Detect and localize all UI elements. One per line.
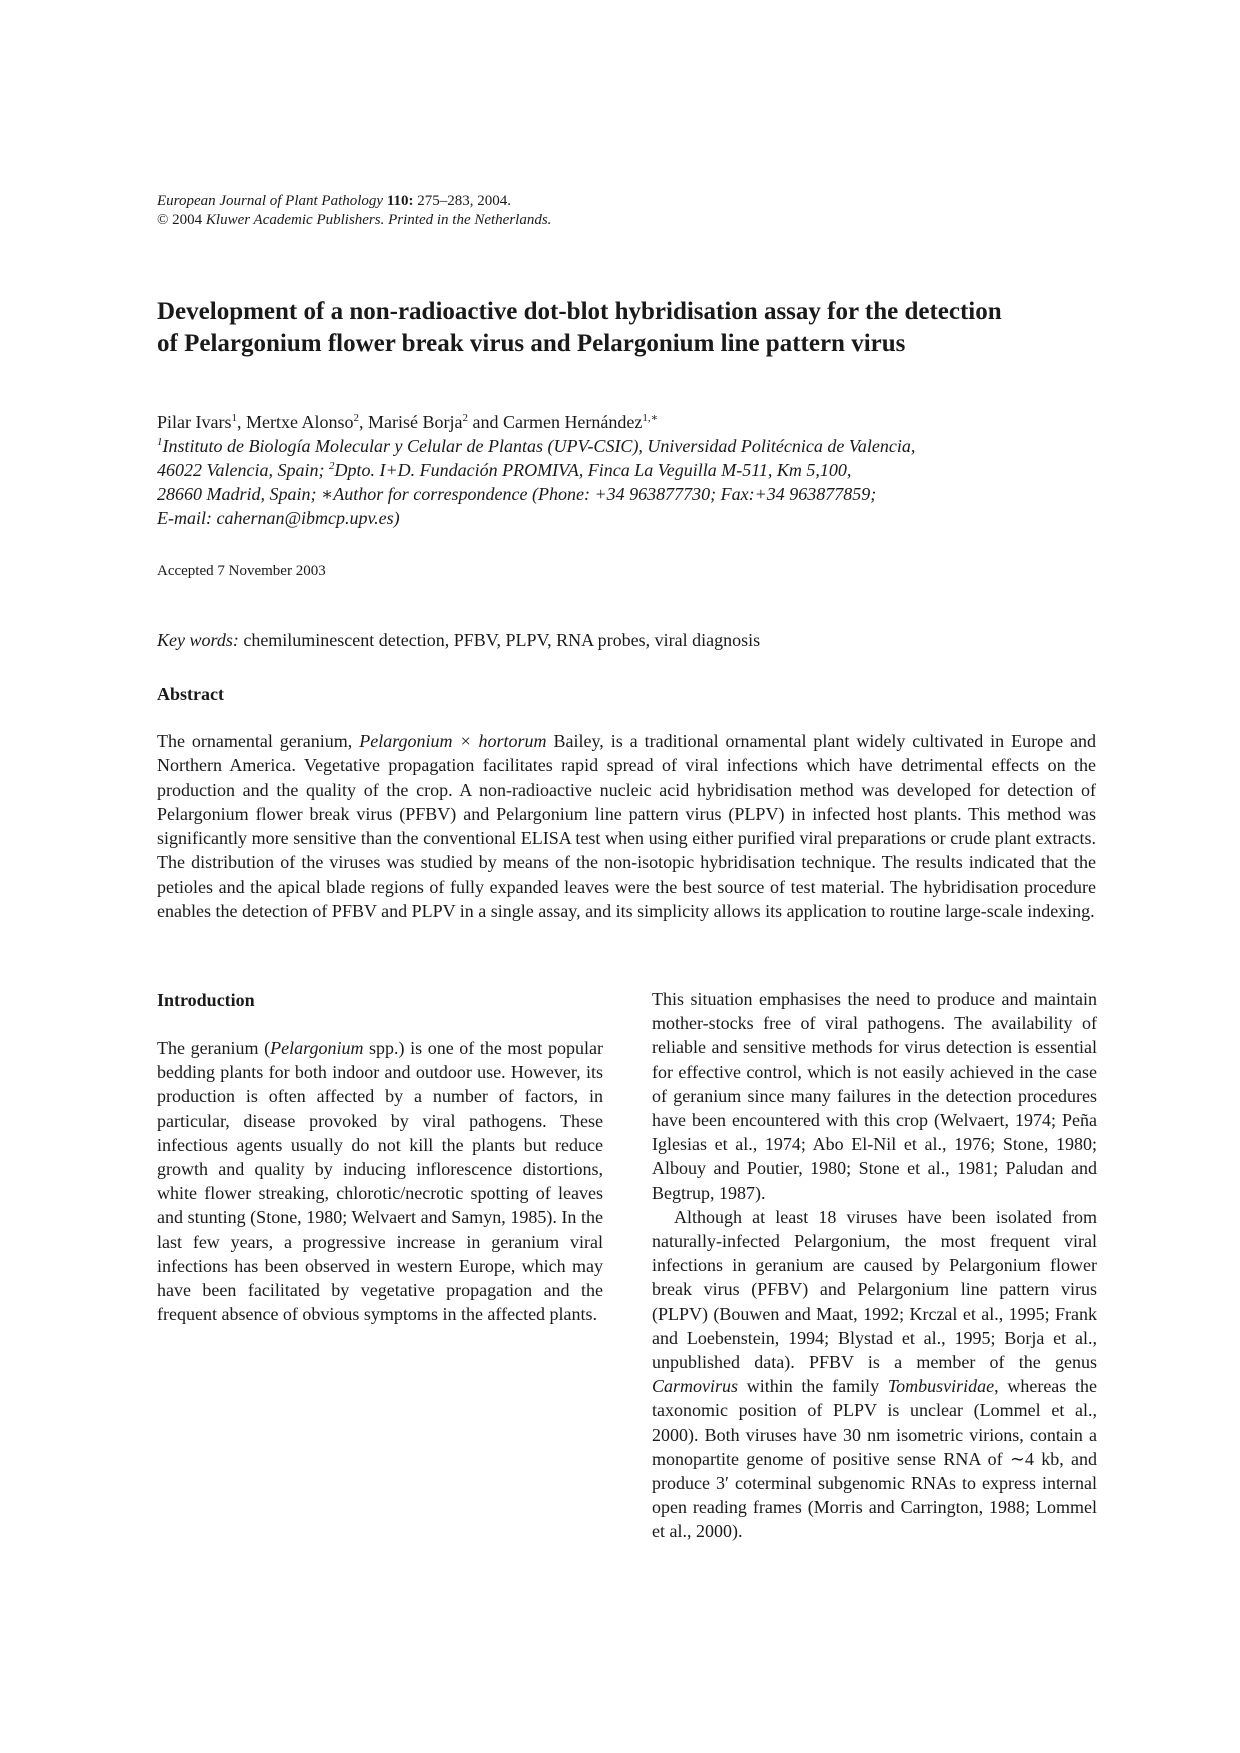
affiliations bbox=[157, 434, 1117, 530]
affiliation-2-text: Dpto. I+D. Fundación PROMIVA, Finca La Veguilla M-511, Km 5,100, bbox=[334, 460, 852, 480]
keywords bbox=[157, 628, 760, 652]
intro-column-left bbox=[157, 1036, 603, 1326]
title-line-2: of Pelargonium flower break virus and Pelargonium line pattern virus bbox=[157, 330, 906, 357]
author-2: , Mertxe Alonso bbox=[236, 412, 354, 432]
journal-volume: 110: bbox=[386, 193, 414, 209]
journal-pages: 275–283, 2004. bbox=[413, 193, 512, 209]
author-1: Pilar Ivars bbox=[157, 412, 232, 432]
affiliation-1-mark: 1 bbox=[157, 436, 163, 448]
affiliation-line-3: 28660 Madrid, Spain; ∗Author for correspondence (Phone: +34 963877730; Fax:+34 963877859; bbox=[157, 484, 877, 504]
abstract-species: Pelargonium × hortorum bbox=[359, 731, 547, 751]
intro-p2-part-3: , whereas the taxonomic position of PLPV is unclear (Lommel et al., 2000). Both viruses have 30 nm isometric virions, contain a monopartite genome of positive sense RNA of ∼4 kb, and produce 3′ coterminal subgenomic RNAs to express internal open reading frames (Morris and Carrington, 1988; Lommel et al., 2000). bbox=[652, 1376, 1097, 1542]
intro-p1-part-1: The geranium ( bbox=[157, 1038, 271, 1058]
paper-title bbox=[157, 296, 1097, 360]
journal-name: European Journal of Plant Pathology bbox=[157, 193, 384, 209]
accepted-date: Accepted 7 November 2003 bbox=[157, 563, 326, 579]
intro-p1-part-2: spp.) is one of the most popular bedding plants for both indoor and outdoor use. However, its production is often affected by a number of factors, in particular, disease provoked by viral pathogens. These infectious agents usually do not kill the plants but reduce growth and quality by inducing inflorescence distortions, white flower streaking, chlorotic/necrotic spotting of leaves and stunting (Stone, 1980; Welvaert and Samyn, 1985). In the last few years, a progressive increase in geranium viral infections has been observed in western Europe, which may have been facilitated by vegetative propagation and the frequent absence of obvious symptoms in the affected plants. bbox=[157, 1038, 603, 1325]
copyright-publisher: Kluwer Academic Publishers. Printed in the Netherlands. bbox=[205, 212, 552, 228]
author-4: and Carmen Hernández bbox=[467, 412, 643, 432]
affiliation-line-1 bbox=[157, 434, 1117, 458]
affiliation-1-city: 46022 Valencia, Spain; bbox=[157, 460, 329, 480]
author-list bbox=[157, 410, 1107, 434]
title-line-1: Development of a non-radioactive dot-blot hybridisation assay for the detection bbox=[157, 298, 1002, 325]
affiliation-1-text: Instituto de Biología Molecular y Celular de Plantas (UPV-CSIC), Universidad Politécnica de Valencia, bbox=[162, 436, 916, 456]
copyright-year: © 2004 bbox=[157, 212, 206, 228]
abstract-part-2: Bailey, is a traditional ornamental plant widely cultivated in Europe and Northern America. Vegetative propagation facilitates rapid spread of viral infections which have detrimental effects on the production and the quality of the crop. A non-radioactive nucleic acid hybridisation method was developed for detection of Pelargonium flower break virus (PFBV) and Pelargonium line pattern virus (PLPV) in infected host plants. This method was significantly more sensitive than the conventional ELISA test when using either purified viral preparations or crude plant extracts. The distribution of the viruses was studied by means of the non-isotopic hybridisation technique. The results indicated that the petioles and the apical blade regions of fully expanded leaves were the best source of test material. The hybridisation procedure enables the detection of PFBV and PLPV in a single assay, and its simplicity allows its application to routine large-scale indexing. bbox=[157, 731, 1096, 922]
correspondence-email: E-mail: cahernan@ibmcp.upv.es) bbox=[157, 508, 400, 528]
intro-paragraph-1-continued: This situation emphasises the need to produce and maintain mother-stocks free of viral pathogens. The availability of reliable and sensitive methods for virus detection is essential for effective control, which is not easily achieved in the case of geranium since many failures in the detection procedures have been encountered with this crop (Welvaert, 1974; Peña Iglesias et al., 1974; Abo El-Nil et al., 1976; Stone, 1980; Albouy and Poutier, 1980; Stone et al., 1981; Paludan and Begtrup, 1987). bbox=[652, 989, 1097, 1203]
intro-p2-genus: Carmovirus bbox=[652, 1376, 739, 1397]
intro-column-right bbox=[652, 987, 1097, 1544]
affiliation-2-mark: 2 bbox=[328, 460, 335, 472]
abstract-text bbox=[157, 729, 1096, 923]
author-3: , Marisé Borja bbox=[358, 412, 463, 432]
keywords-text: chemiluminescent detection, PFBV, PLPV, RNA probes, viral diagnosis bbox=[238, 630, 761, 650]
keywords-label: Key words: bbox=[157, 630, 239, 650]
copyright-line bbox=[157, 211, 551, 230]
intro-paragraph-1 bbox=[157, 1036, 603, 1326]
abstract-part-1: The ornamental geranium, bbox=[157, 731, 360, 751]
journal-citation bbox=[157, 192, 551, 230]
author-4-affil: 1,∗ bbox=[642, 412, 659, 424]
abstract-heading: Abstract bbox=[157, 684, 224, 704]
affiliation-line-2 bbox=[157, 458, 1117, 482]
intro-p1-genus: Pelargonium bbox=[270, 1038, 364, 1058]
intro-paragraph-2 bbox=[652, 1205, 1097, 1544]
intro-p2-part-1: Although at least 18 viruses have been isolated from naturally-infected Pelargonium, the most frequent viral infections in geranium are caused by Pelargonium flower break virus (PFBV) and Pelargonium line pattern virus (PLPV) (Bouwen and Maat, 1992; Krczal et al., 1995; Frank and Loebenstein, 1994; Blystad et al., 1995; Borja et al., unpublished data). PFBV is a member of the genus bbox=[652, 1206, 1097, 1373]
journal-line bbox=[157, 192, 551, 211]
author-3-affil: 2 bbox=[462, 412, 468, 424]
intro-p2-family: Tombusviridae bbox=[887, 1376, 995, 1397]
intro-p2-part-2: within the family bbox=[738, 1376, 888, 1397]
author-2-affil: 2 bbox=[353, 412, 359, 424]
introduction-heading: Introduction bbox=[157, 990, 255, 1010]
author-1-affil: 1 bbox=[231, 412, 237, 424]
